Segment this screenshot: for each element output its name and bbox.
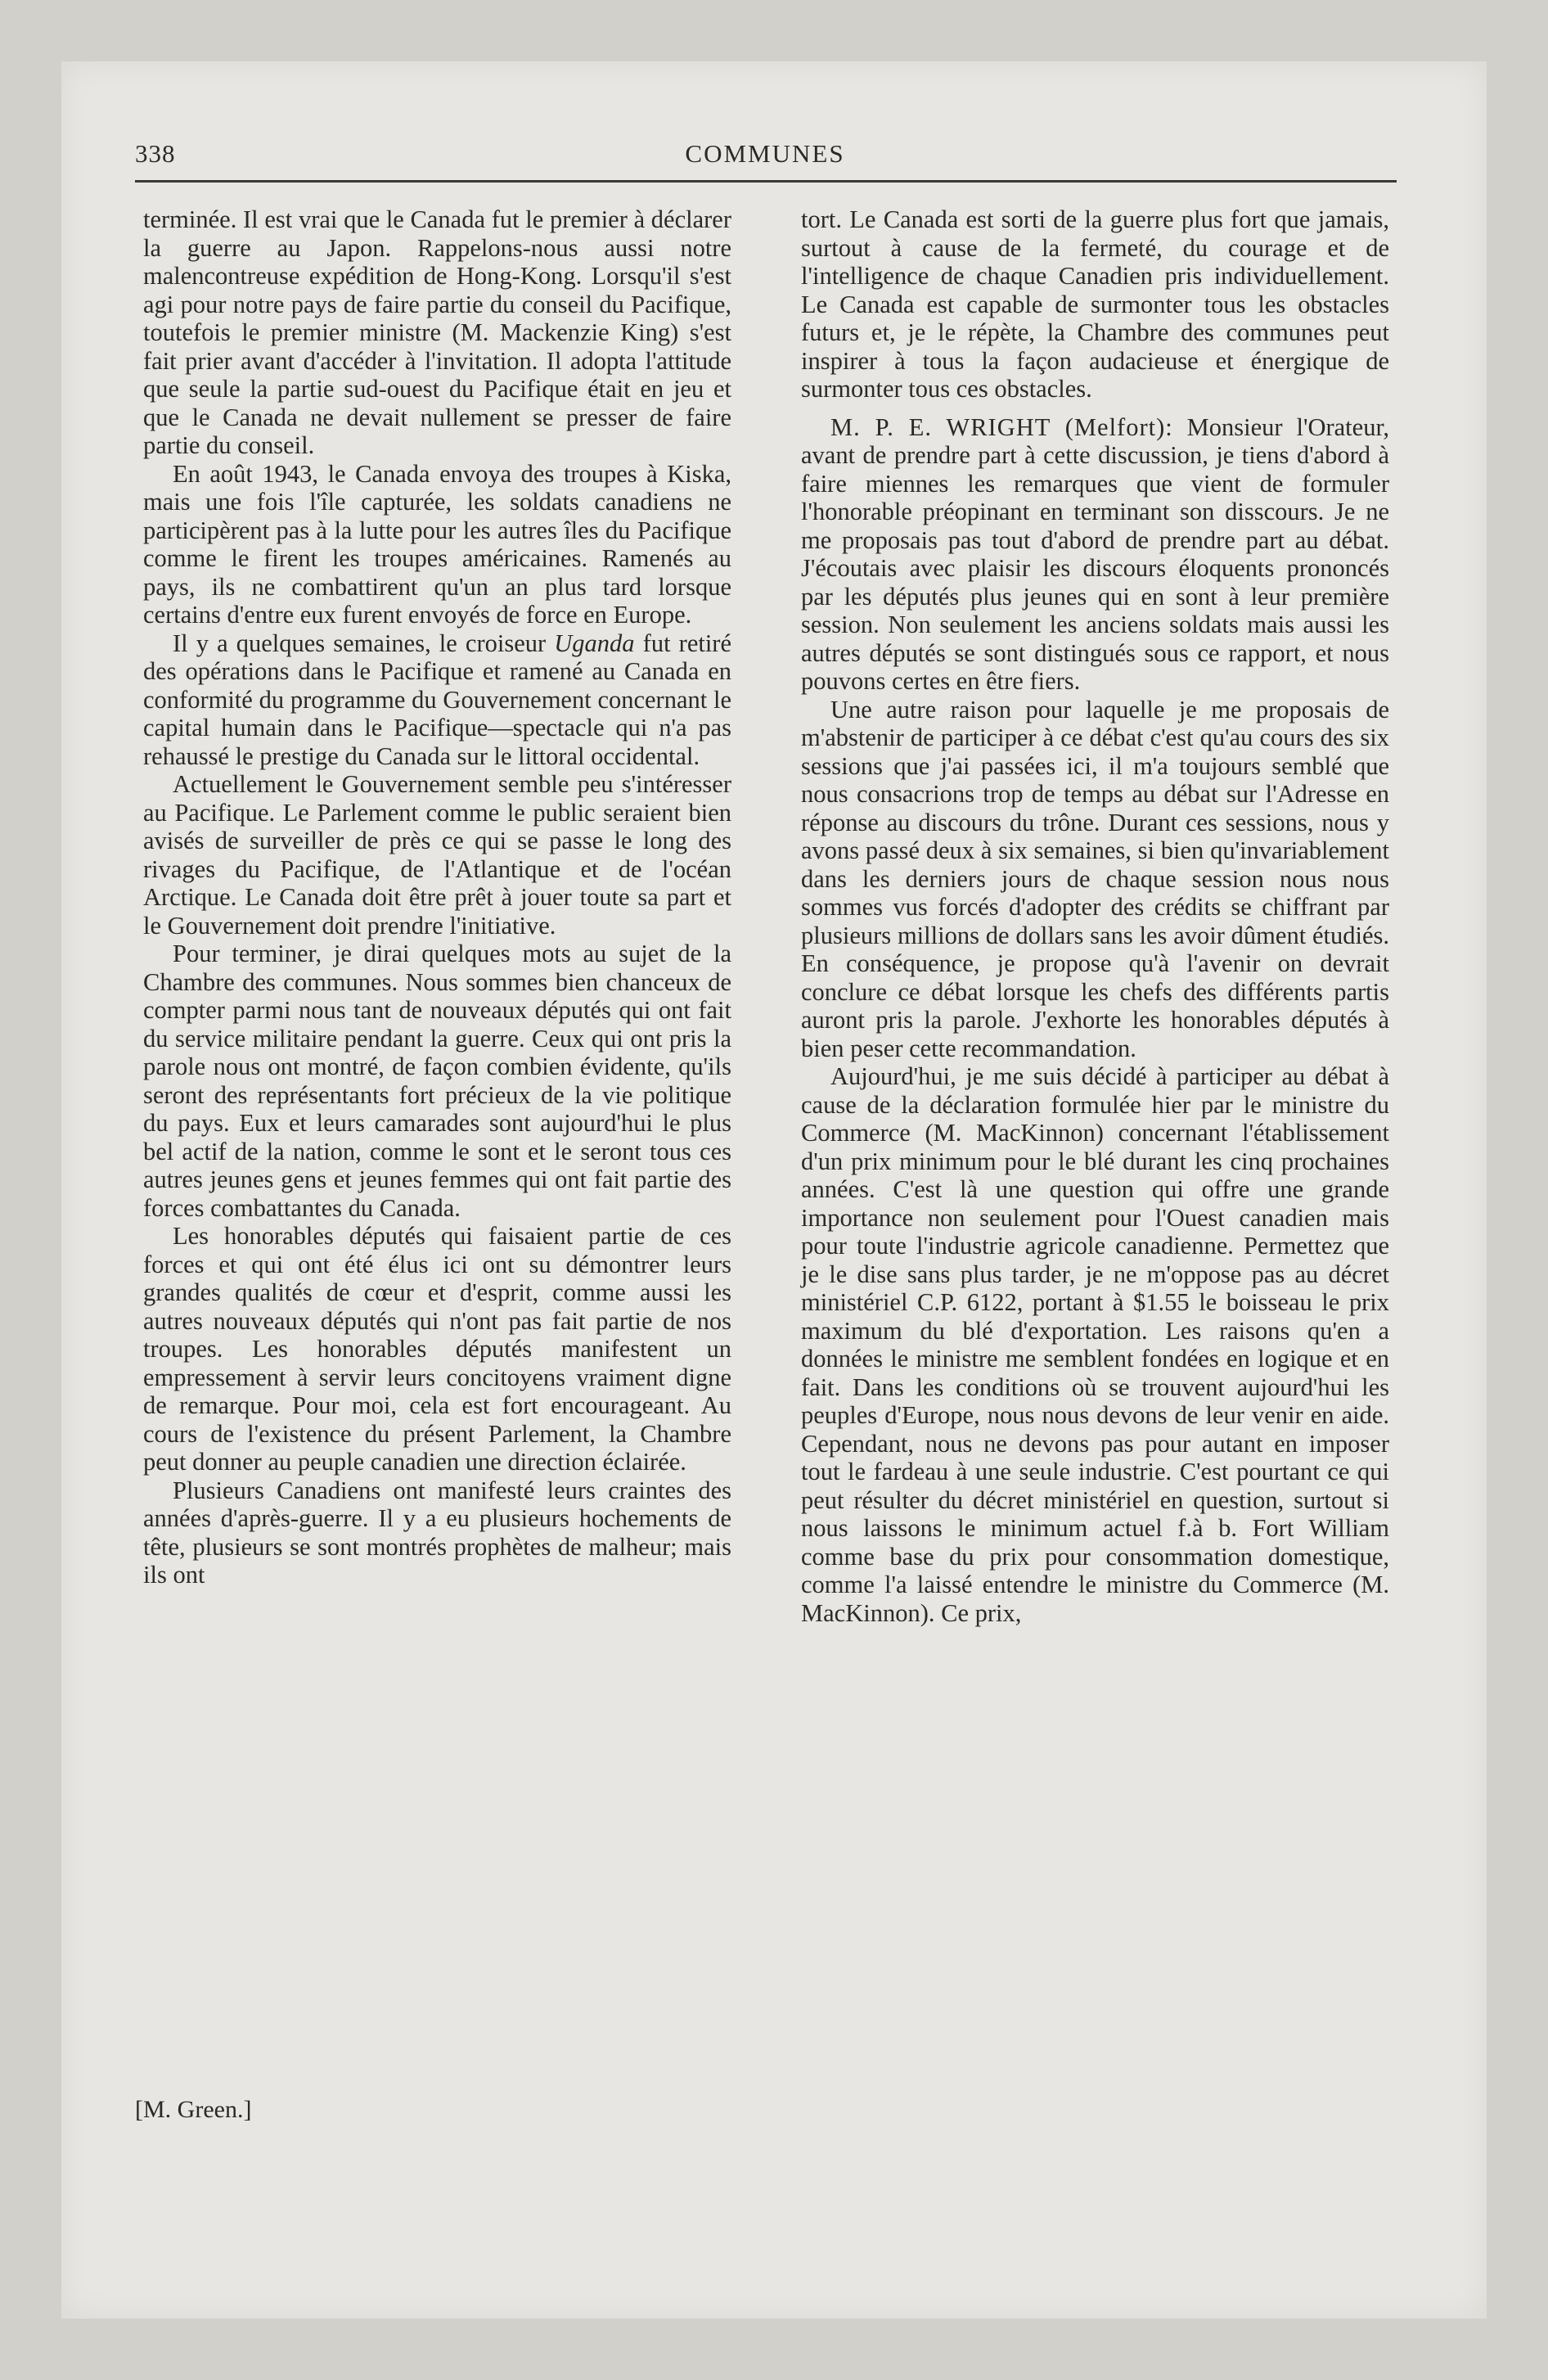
paragraph: terminée. Il est vrai que le Canada fut le premier à déclarer la guerre au Japon. Rappelons-nous aussi notre malencontreuse expédition de Hong-Kong. Lorsqu'il s'est agi pour notre pays de faire partie du conseil du Pacifique, toutefois le premier ministre (M. Mackenzie King) s'est fait prier avant d'accéder à l'invitation. Il adopta l'attitude que seule la partie sud-ouest du Pacifique était en jeu et que le Canada ne devait nullement se presser de faire partie du conseil.: [143, 205, 731, 459]
ship-name: Uganda: [554, 629, 635, 657]
paragraph: Une autre raison pour laquelle je me proposais de m'abstenir de participer à ce débat c'est qu'au cours des six sessions que j'ai passées ici, il m'a toujours semblé que nous consacrions trop de temps au débat sur l'Adresse en réponse au discours du trône. Durant ces sessions, nous y avons passé deux à six semaines, si bien qu'invariablement dans les derniers jours de chaque session nous nous sommes vus forcés d'adopter des crédits se chiffrant par plusieurs millions de dollars sans les avoir dûment étudiés. En conséquence, je propose qu'à l'avenir on devrait conclure ce débat lorsque les chefs des différents partis auront pris la parole. J'exhorte les honorables députés à bien peser cette recommandation.: [801, 695, 1389, 1062]
page-header: [135, 139, 1395, 177]
paragraph: Plusieurs Canadiens ont manifesté leurs craintes des années d'après-guerre. Il y a eu plusieurs hochements de tête, plusieurs se sont montrés prophètes de malheur; mais ils ont: [143, 1476, 731, 1589]
paragraph-text: Monsieur l'Orateur, avant de prendre part à cette discussion, je tiens d'abord à faire miennes les remarques que vient de formuler l'honorable préopinant en terminant son disscours. Je ne me proposais pas tout d'abord de prendre part au débat. J'écoutais avec plaisir les discours éloquents prononcés par les députés plus jeunes qui en sont à leur première session. Non seulement les anciens soldats mais aussi les autres députés se sont distingués sous ce rapport, et nous pouvons certes en être fiers.: [801, 412, 1390, 695]
paragraph: [801, 413, 1389, 696]
speaker-attribution: [M. Green.]: [135, 2096, 252, 2123]
running-head: COMMUNES: [685, 139, 845, 168]
paragraph: Pour terminer, je dirai quelques mots au sujet de la Chambre des communes. Nous sommes bien chanceux de compter parmi nous tant de nouveaux députés qui ont fait du service militaire pendant la guerre. Ceux qui ont pris la parole nous ont montré, de façon combien évidente, qu'ils seront des représentants fort précieux de la vie politique du pays. Eux et leurs camarades sont aujourd'hui le plus bel actif de la nation, comme le sont et le seront tous ces autres jeunes gens et jeunes femmes qui ont fait partie des forces combattantes du Canada.: [143, 940, 731, 1222]
paragraph: Actuellement le Gouvernement semble peu s'intéresser au Pacifique. Le Parlement comme le public seraient bien avisés de surveiller de près ce qui se passe le long des rivages du Pacifique, de l'Atlantique et de l'océan Arctique. Le Canada doit être prêt à jouer toute sa part et le Gouvernement doit prendre l'initiative.: [143, 770, 731, 940]
paragraph: En août 1943, le Canada envoya des troupes à Kiska, mais une fois l'île capturée, les soldats canadiens ne participèrent pas à la lutte pour les autres îles du Pacifique comme le firent les troupes américaines. Ramenés au pays, ils ne combattirent qu'un an plus tard lorsque certains d'entre eux furent envoyés de force en Europe.: [143, 459, 731, 629]
paragraph-text: Il y a quelques semaines, le croiseur: [173, 629, 555, 657]
page: [61, 61, 1487, 2319]
left-column: [143, 205, 731, 1589]
header-rule: [135, 180, 1397, 183]
paragraph-text: fut retiré des opérations dans le Pacifique et ramené au Canada en conformité du programme du Gouvernement concernant le capital humain dans le Pacifique—spectacle qui n'a pas rehaussé le prestige du Canada sur le littoral occidental.: [143, 629, 731, 770]
paragraph: tort. Le Canada est sorti de la guerre plus fort que jamais, surtout à cause de la fermeté, du courage et de l'intelligence de chaque Canadien pris individuellement. Le Canada est capable de surmonter tous les obstacles futurs et, je le répète, la Chambre des communes peut inspirer à tous la façon audacieuse et énergique de surmonter tous ces obstacles.: [801, 205, 1389, 403]
speaker-name: M. P. E. WRIGHT (Melfort):: [830, 412, 1173, 441]
right-column: [801, 205, 1389, 1627]
paragraph: [143, 629, 731, 771]
page-number: 338: [135, 139, 176, 168]
paragraph: Aujourd'hui, je me suis décidé à participer au débat à cause de la déclaration formulée hier par le ministre du Commerce (M. MacKinnon) concernant l'établissement d'un prix minimum pour le blé durant les cinq prochaines années. C'est là une question qui offre une grande importance non seulement pour l'Ouest canadien mais pour toute l'industrie agricole canadienne. Permettez que je le dise sans plus tarder, je ne m'oppose pas au décret ministériel C.P. 6122, portant à $1.55 le boisseau le prix maximum du blé d'exportation. Les raisons qu'en a données le ministre me semblent fondées en logique et en fait. Dans les conditions où se trouvent aujourd'hui les peuples d'Europe, nous nous devons de leur venir en aide. Cependant, nous ne devons pas pour autant en imposer tout le fardeau à une seule industrie. C'est pourtant ce qui peut résulter du décret ministériel en question, surtout si nous laissons le minimum actuel f.à b. Fort William comme base du prix pour consommation domestique, comme l'a laissé entendre le ministre du Commerce (M. MacKinnon). Ce prix,: [801, 1062, 1389, 1627]
paragraph: Les honorables députés qui faisaient partie de ces forces et qui ont été élus ici ont su démontrer leurs grandes qualités de cœur et d'esprit, comme aussi les autres nouveaux députés qui n'ont pas fait partie de nos troupes. Les honorables députés manifestent un empressement à servir leurs concitoyens vraiment digne de remarque. Pour moi, cela est fort encourageant. Au cours de l'existence du présent Parlement, la Chambre peut donner au peuple canadien une direction éclairée.: [143, 1222, 731, 1476]
